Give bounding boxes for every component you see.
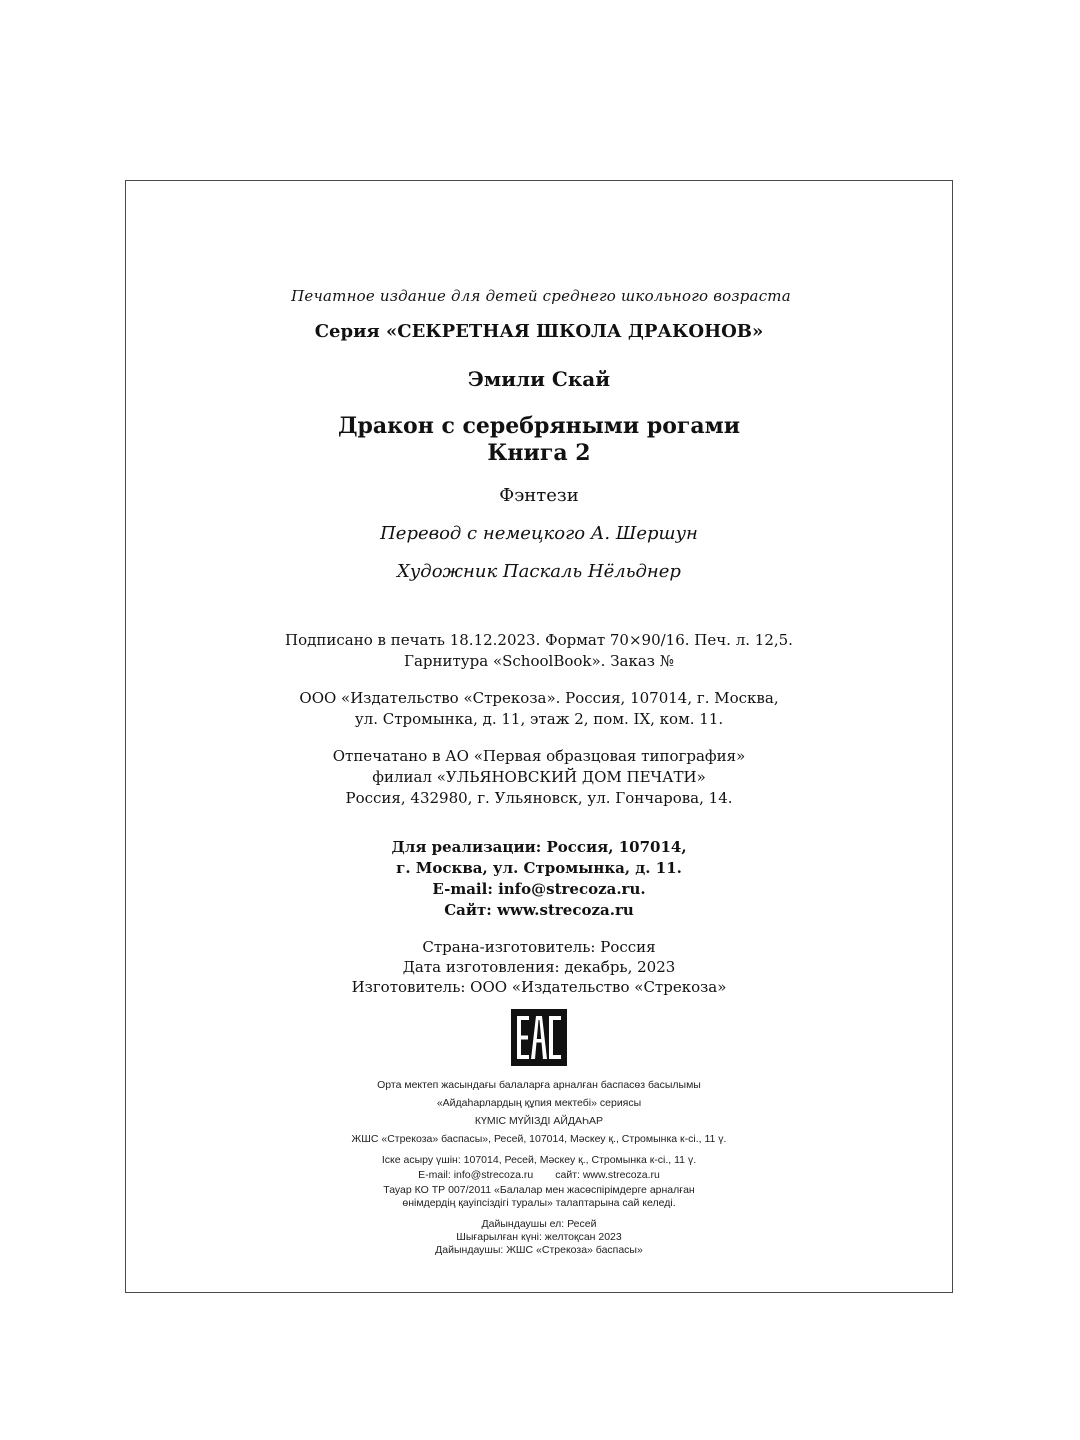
publisher-line1: ООО «Издательство «Стрекоза». Россия, 107014, г. Москва, xyxy=(299,689,779,707)
manufacturer-country: Страна-изготовитель: Россия xyxy=(422,938,656,956)
kz-site: сайт: www.strecoza.ru xyxy=(555,1169,660,1181)
kz-title: КҮМІС МҮЙІЗДІ АЙДАҺАР xyxy=(474,1115,604,1127)
manufacturer-maker: Изготовитель: ООО «Издательство «Стрекоза» xyxy=(351,978,727,996)
kz-publisher: ЖШС «Стрекоза» баспасы», Ресей, 107014, Мәскеу қ., Стромынка к-сі., 11 ү. xyxy=(351,1133,727,1145)
kz-compliance-line1: Тауар КО ТР 007/2011 «Балалар мен жасөспірімдерге арналған xyxy=(383,1184,695,1196)
kz-series: «Айдаһарлардың құпия мектебі» сериясы xyxy=(436,1097,642,1109)
printer-line3: Россия, 432980, г. Ульяновск, ул. Гончарова, 14. xyxy=(345,789,733,807)
kz-manufacturer-country: Дайындаушы ел: Ресей xyxy=(481,1218,597,1230)
kz-compliance-line2: өнімдердің қауіпсіздігі туралы» талаптарына сай келеді. xyxy=(402,1197,676,1209)
printer-info xyxy=(126,746,952,809)
book-title-line1: Дракон с серебряными рогами xyxy=(337,413,741,439)
book-title-line2: Книга 2 xyxy=(487,440,591,466)
kz-email: E-mail: info@strecoza.ru xyxy=(418,1169,534,1181)
distribution-line1: Для реализации: Россия, 107014, xyxy=(391,838,687,856)
author-name: Эмили Скай xyxy=(467,367,611,391)
page-frame xyxy=(125,180,953,1293)
manufacturer-info xyxy=(126,937,952,997)
print-info xyxy=(126,630,952,672)
kz-manufacturer-date: Шығарылған күні: желтоқсан 2023 xyxy=(456,1231,622,1243)
manufacturer-date: Дата изготовления: декабрь, 2023 xyxy=(402,958,676,976)
distribution-info xyxy=(126,837,952,921)
book-title xyxy=(126,413,952,467)
distribution-email: E-mail: info@strecoza.ru. xyxy=(432,880,646,898)
distribution-site: Сайт: www.strecoza.ru xyxy=(444,901,634,919)
kz-compliance xyxy=(126,1184,952,1210)
edition-subtitle: Печатное издание для детей среднего школьного возраста xyxy=(291,287,791,305)
illustrator-credit: Художник Паскаль Нёльднер xyxy=(397,561,681,582)
translator-credit: Перевод с немецкого А. Шершун xyxy=(380,523,698,544)
printer-line1: Отпечатано в АО «Первая образцовая типография» xyxy=(332,747,746,765)
series-title: Серия «СЕКРЕТНАЯ ШКОЛА ДРАКОНОВ» xyxy=(314,321,764,342)
publisher-line2: ул. Стромынка, д. 11, этаж 2, пом. IX, ком. 11. xyxy=(354,710,724,728)
eac-mark-container xyxy=(126,1009,952,1069)
kz-edition-note: Орта мектеп жасындағы балаларға арналған баспасөз басылымы xyxy=(377,1079,701,1091)
print-info-line2: Гарнитура «SchoolBook». Заказ № xyxy=(404,652,674,670)
kz-distribution: Іске асыру үшін: 107014, Ресей, Мәскеу қ., Стромынка к-сі., 11 ү. xyxy=(381,1154,697,1166)
genre: Фэнтези xyxy=(499,485,579,506)
publisher-info xyxy=(126,688,952,730)
kz-contacts xyxy=(126,1169,952,1182)
distribution-line2: г. Москва, ул. Стромынка, д. 11. xyxy=(396,859,682,877)
kz-manufacturer-maker: Дайындаушы: ЖШС «Стрекоза» баспасы» xyxy=(435,1244,643,1256)
eac-mark-icon xyxy=(511,1009,567,1066)
kz-manufacturer xyxy=(126,1218,952,1257)
printer-line2: филиал «УЛЬЯНОВСКИЙ ДОМ ПЕЧАТИ» xyxy=(372,768,706,786)
imprint-page xyxy=(126,285,952,1257)
print-info-line1: Подписано в печать 18.12.2023. Формат 70×90/16. Печ. л. 12,5. xyxy=(285,631,793,649)
